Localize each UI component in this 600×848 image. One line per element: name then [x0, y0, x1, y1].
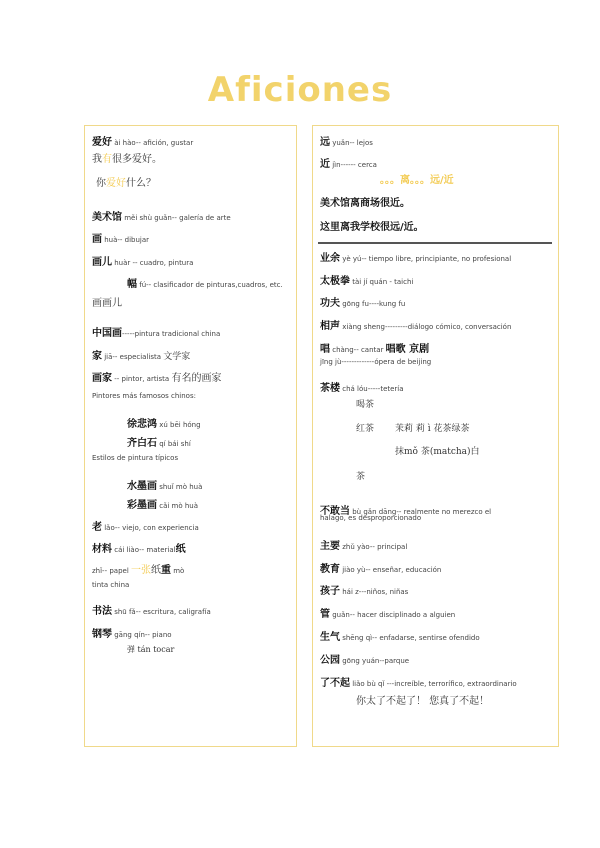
example-sentence: 美术馆离商场很近。 — [320, 198, 410, 209]
vocab-entry: 远 yuǎn-- lejos — [320, 137, 373, 148]
vocab-entry: 主要 zhǔ yào-- principal — [320, 541, 408, 552]
vocab-entry: 材料 cái liào-- material纸 — [92, 544, 186, 555]
example-sentence: 你爱好什么？ — [96, 178, 156, 189]
vocab-word: 画画儿 — [92, 298, 122, 309]
vocab-entry: 齐白石 qí bái shí — [127, 438, 191, 449]
vocab-entry: 幅 fú-- clasificador de pinturas,cuadros, etc. — [127, 279, 283, 290]
vocab-entry: 唱 chàng-- cantar 唱歌 京剧 — [320, 344, 430, 355]
section-note: Pintores más famosos chinos: — [92, 392, 196, 400]
vocab-entry: 了不起 liǎo bù qǐ ---increíble, terrorífico, extraordinario — [320, 678, 517, 689]
vocab-entry: zhǐ-- papel 一张纸重 mò — [92, 565, 185, 576]
vocab-entry: 书法 shū fǎ-- escritura, caligrafía — [92, 606, 211, 617]
vocab-entry: 美术馆 měi shù guǎn-- galería de arte — [92, 212, 231, 223]
vocab-word: 弹 tán tocar — [127, 645, 175, 654]
vocab-entry: 孩子 hái z---niños, niñas — [320, 586, 409, 597]
vocab-entry: 老 lǎo-- viejo, con experiencia — [92, 522, 199, 533]
vocab-entry: 业余 yè yú-- tiempo libre, principiante, no profesional — [320, 253, 512, 264]
vocab-entry: 公园 gōng yuán--parque — [320, 655, 410, 666]
vocab-entry: 彩墨画 cǎi mò huà — [127, 500, 199, 511]
grammar-pattern: 。。。离。。。远/近 — [380, 175, 454, 186]
vocab-entry: 茶楼 chá lóu-----tetería — [320, 383, 404, 394]
vocab-entry: 管 guǎn-- hacer disciplinado a alguien — [320, 609, 456, 620]
vocab-entry: 家 jiā-- especialista 文学家 — [92, 351, 191, 362]
vocab-entry: 画 huà-- dibujar — [92, 234, 150, 245]
divider — [318, 242, 552, 244]
tea-word: 喝茶 — [356, 400, 375, 410]
tea-word: 茉莉 莉 ì 花茶绿茶 — [395, 424, 470, 434]
vocab-entry: 画家 -- pintor, artista 有名的画家 — [92, 373, 222, 384]
vocab-entry: 画儿 huàr -- cuadro, pintura — [92, 257, 194, 268]
vocab-entry: 爱好 ài hào-- afición, gustar — [92, 137, 194, 148]
section-note: Estilos de pintura típicos — [92, 454, 179, 462]
vocab-entry: 太极拳 tài jí quán - taichi — [320, 276, 414, 287]
vocab-entry: 相声 xiàng sheng---------diálogo cómico, conversación — [320, 321, 512, 332]
vocab-entry: 徐悲鸿 xú bēi hóng — [127, 419, 201, 430]
vocab-entry: 钢琴 gāng qín-- piano — [92, 629, 172, 640]
vocab-note: jīng jù-------------ópera de beijing — [320, 358, 432, 366]
page-title: Aficiones — [207, 70, 393, 110]
vocab-note: halago, es desproporcionado — [320, 514, 422, 522]
vocab-entry: 不敢当 bù gǎn dāng-- realmente no merezco el — [320, 506, 492, 517]
tea-word: 抹mǒ 茶(matcha)白 — [395, 447, 480, 457]
vocab-entry: 中国画-----pintura tradicional china — [92, 328, 221, 339]
example-sentence: 你太了不起了！ 您真了不起！ — [356, 696, 490, 707]
example-sentence: 我有很多爱好。 — [92, 154, 162, 165]
vocab-entry: 功夫 gōng fu----kung fu — [320, 298, 406, 309]
vocab-entry: 近 jìn------ cerca — [320, 159, 377, 170]
vocab-entry: 水墨画 shuǐ mò huà — [127, 481, 203, 492]
vocab-entry: 生气 shēng qì-- enfadarse, sentirse ofendido — [320, 632, 480, 643]
tea-word: 茶 — [356, 472, 366, 482]
vocab-note: tinta china — [92, 581, 130, 589]
vocab-entry: 教育 jiào yù-- enseñar, educación — [320, 564, 442, 575]
example-sentence: 这里离我学校很远/近。 — [320, 222, 424, 233]
tea-word: 红茶 — [356, 424, 375, 434]
